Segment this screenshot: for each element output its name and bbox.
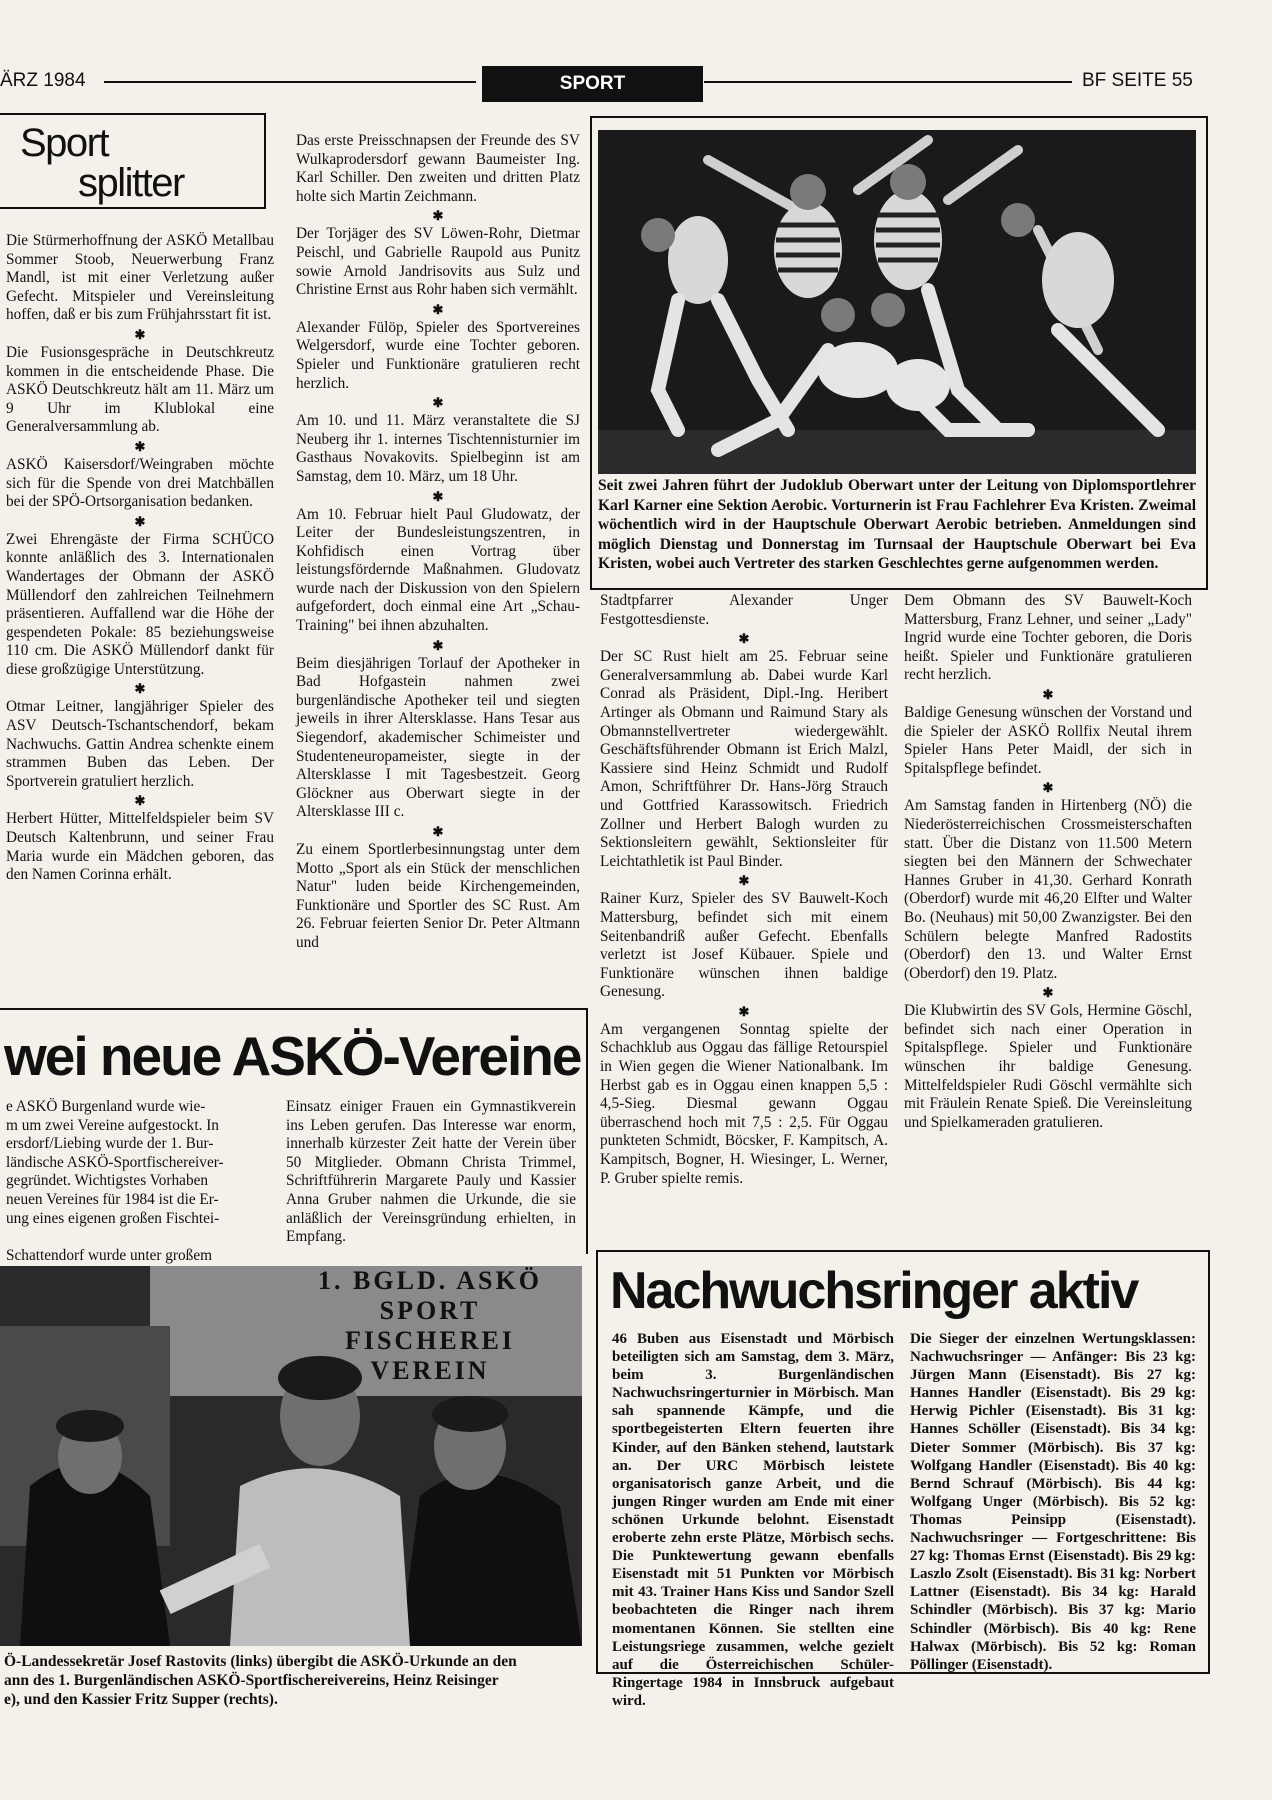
news-item: Der SC Rust hielt am 25. Februar seine Generalversammlung ab. Dabei wurde Karl Conrad als Präsident, Dipl.-Ing. Heribert Artinger als Obmann und Raimund Stary als Obmannstellvertreter wiedergewählt. Geschäftsführender Obmann ist Erich Malzl, Kassiere sind Heinz Schmidt und Rudolf Amon, Schriftführer Dr. Hans-Jörg Strauch und Gottfried Karassowitsch. Friedrich Zollner und Herbert Balogh wurden zu Sektionsleitern gewählt, Sektionsleiter für Leichtathletik ist Paul Binder. (600, 648, 888, 870)
news-item: Zu einem Sportlerbesinnungstag unter dem Motto „Sport als ein Stück der menschlichen Natur" luden beide Kirchengemeinden, Funktionäre und Sportler des SC Rust. Am 26. Februar feierten Senior Dr. Peter Altmann und (296, 841, 580, 951)
separator-star: ✱ (738, 873, 750, 889)
separator-star: ✱ (1042, 686, 1054, 702)
section-label: SPORT (482, 66, 703, 102)
sportsplitter-item: ASKÖ Kaisersdorf/Weingraben möchte sich für die Spende von drei Matchbällen bei der SPÖ-Ortsorganisation bedanken. (6, 455, 274, 511)
separator-star: ✱ (134, 513, 146, 529)
sportsplitter-title-box (0, 113, 266, 209)
column-4 (904, 592, 1192, 1132)
separator-star: ✱ (432, 824, 444, 839)
issue-date: ÄRZ 1984 (0, 70, 86, 91)
ringer-left-text: 46 Buben aus Eisenstadt und Mörbisch beteiligten sich am Samstag, dem 3. März, beim 3. Burgenländischen Nachwuchsringerturnier in Mörbisch. Man sah spannende Kämpfe, und die sportbegeisterten Eltern feuerten ihre Kinder, auf den Bänken stehend, lautstark an. Der URC Mörbisch leistete organisatorisch ganze Arbeit, und die jungen Ringer wurden am Ende mit einer schönen Urkunde belohnt. Eisenstadt eroberte zehn erste Plätze, Mörbisch sechs. Die Punktewertung gewann ebenfalls Eisenstadt mit 51 Punkten vor Mörbisch mit 43. Trainer Hans Kiss und Sandor Szell beobachteten die Ringer nach ihrem momentanen Können. Sie stellten eine Leistungsriege zusammen, welche gezielt auf die Österreichischen Schüler-Ringertage 1984 in Innsbruck aufgebaut wird. (612, 1331, 894, 1709)
separator-star: ✱ (1042, 985, 1054, 1001)
news-item: Beim diesjährigen Torlauf der Apotheker in Bad Hofgastein nahmen zwei burgenländische Apotheker teil und siegten jeweils in ihrer Altersklasse. Hans Tesar aus Siegendorf, akademischer Schimeister und Studenteneuropameister, siegte in der Altersklasse I mit Tagesbestzeit. Georg Glöckner aus Oberwart siegte in der Altersklasse III c. (296, 654, 580, 821)
news-item: Der Torjäger des SV Löwen-Rohr, Dietmar Peischl, und Gabrielle Raupold aus Punitz sowie Arnold Jandrisovits aus Sulz und Christine Ernst aus Rohr haben sich vermählt. (296, 225, 580, 299)
separator-star: ✱ (432, 208, 444, 224)
sportsplitter-item: Zwei Ehrengäste der Firma SCHÜCO konnte anläßlich des 3. Internationalen Wandertages der Obmann der ASKÖ Müllendorf den zahlreichen Teilnehmern präsentieren. Auffallend war die Höhe der gespendeten Pokale: 85 beziehungsweise 110 cm. Die ASKÖ Müllendorf dankt für diese großzügige Unterstützung. (6, 530, 274, 678)
news-item: Am Samstag fanden in Hirtenberg (NÖ) die Niederösterreichischen Crossmeisterschaften statt. Über die Distanz von 11.500 Metern siegten bei den Männern der Schwechater Hannes Gruber in 41,30. Gerhard Konrath (Oberdorf) wurde mit 46,20 Elfter und Walter Bo. (Neuhaus) mit 50,00 Zwanzigster. Bei den Schülern belegte Manfred Radostits (Oberdorf) den 13. und Walter Ernst (Oberdorf) den 19. Platz. (904, 797, 1192, 982)
separator-star: ✱ (738, 1003, 750, 1019)
header-rule-right (704, 81, 1072, 83)
sportsplitter-title-line2: splitter (78, 161, 184, 205)
separator-star: ✱ (134, 326, 146, 342)
askoe-photo-caption: Ö-Landessekretär Josef Rastovits (links) übergibt die ASKÖ-Urkunde an den ann des 1. Burgenländischen ASKÖ-Sportfischereivereins, Heinz Reisinger e), und den Kassier Fritz Supper (rechts). (4, 1653, 517, 1708)
news-item: Am 10. und 11. März veranstaltete die SJ Neuberg ihr 1. internes Tischtennisturnier im Gasthaus Novakovits. Spielbeginn ist am Samstag, dem 10. März, um 18 Uhr. (296, 412, 580, 485)
sportsplitter-item: Die Fusionsgespräche in Deutschkreutz kommen in die entscheidende Phase. Die ASKÖ Deutschkreutz hält am 11. März um 9 Uhr im Klublokal eine Generalversammlung ab. (6, 343, 274, 436)
vereine-headline: wei neue ASKÖ-Vereine (4, 1025, 581, 1087)
separator-star: ✱ (134, 681, 146, 697)
news-item: Stadtpfarrer Alexander Unger Festgottesdienste. (600, 592, 888, 628)
news-item: Das erste Preisschnapsen der Freunde des SV Wulkaprodersdorf gewann Baumeister Ing. Karl Schiller. Den zweiten und dritten Platz holte sich Martin Zeichmann. (296, 132, 580, 205)
aerobic-photo (598, 130, 1196, 474)
header-rule-left (104, 81, 476, 83)
column-2 (296, 132, 580, 953)
ringer-results: Die Sieger der einzelnen Wertungsklassen: Nachwuchsringer — Anfänger: Bis 23 kg: Jürgen Mann (Eisenstadt). Bis 27 kg: Hannes Handler (Eisenstadt). Bis 29 kg: Herwig Pichler (Eisenstadt). Bis 31 kg: Hannes Schöller (Eisenstadt). Bis 34 kg: Dieter Sommer (Mörbisch). Bis 37 kg: Wolfgang Handler (Eisenstadt). Bis 40 kg: Bernd Schrauf (Mörbisch). Bis 44 kg: Wolfgang Unger (Mörbisch). Bis 52 kg: Thomas Peinsipp (Eisenstadt). Nachwuchsringer — Fortgeschrittene: Bis 27 kg: Thomas Ernst (Eisenstadt). Bis 29 kg: Laszlo Zsolt (Eisenstadt). Bis 31 kg: Norbert Lattner (Eisenstadt). Bis 34 kg: Harald Schindler (Mörbisch). Bis 37 kg: Mario Schindler (Mörbisch). Bis 40 kg: Rene Halwax (Mörbisch). Bis 52 kg: Roman Pöllinger (Eisenstadt). (910, 1331, 1196, 1673)
sportsplitter-item: Die Stürmerhoffnung der ASKÖ Metallbau Sommer Stoob, Neuerwerbung Franz Mandl, ist mit einer Verletzung außer Gefecht. Mitspieler und Vereinsleitung hoffen, daß er bis zum Frühjahrsstart fit ist. (6, 232, 274, 324)
separator-star: ✱ (1042, 780, 1054, 796)
news-item: Baldige Genesung wünschen der Vorstand und die Spieler der ASKÖ Rollfix Neutal ihrem Spieler Hans Peter Maidl, der sich in Spitalspflege befindet. (904, 703, 1192, 777)
news-item: Dem Obmann des SV Bauwelt-Koch Mattersburg, Franz Lehner, und seiner „Lady" Ingrid wurde eine Tochter geboren, die Doris heißt. Spieler und Funktionäre gratulieren recht herzlich. (904, 592, 1192, 684)
photo-sign-text: 1. BGLD. ASKÖ SPORT FISCHEREI VEREIN (318, 1266, 542, 1385)
separator-star: ✱ (432, 637, 444, 653)
askoe-photo (0, 1266, 582, 1646)
news-item: Am vergangenen Sonntag spielte der Schachklub aus Oggau das fällige Retourspiel in Wien gegen die Wiener Nationalbank. Im Herbst gab es in Oggau einen knappen 5,5 : 4,5-Sieg. Diesmal gewann Oggau überraschend hoch mit 7,5 : 2,5. Für Oggau punkteten Schmidt, Böcsker, F. Kampitsch, A. Kampitsch, Bogner, H. Wiesinger, L. Werner, P. Gruber spielte remis. (600, 1020, 888, 1187)
page-number: BF SEITE 55 (1082, 70, 1193, 91)
column-3 (600, 592, 888, 1188)
news-item: Rainer Kurz, Spieler des SV Bauwelt-Koch Mattersburg, befindet sich mit einem Seitenbandriß außer Gefecht. Ebenfalls verletzt ist Josef Kübauer. Spiele und Funktionäre wünschen ihnen baldige Genesung. (600, 890, 888, 1001)
separator-star: ✱ (432, 301, 444, 317)
ringer-headline: Nachwuchsringer aktiv (610, 1262, 1138, 1320)
news-item: Am 10. Februar hielt Paul Gludowatz, der Leiter der Bundesleistungszentren, in Kohfidisch einen Vortrag über leistungsfördernde Maßnahmen. Gludovatz wurde nach der Diskussion von den Spielern aufgefordert, doch einmal eine Art „Schau-Training" bei ihnen abzuhalten. (296, 505, 580, 635)
vereine-left-text: e ASKÖ Burgenland wurde wie- m um zwei Vereine aufgestockt. In ersdorf/Liebing wurde der 1. Bur- ländische ASKÖ-Sportfischereiver- gegründet. Wichtigstes Vorhaben neuen Vereines für 1984 ist die Er- ung eines eigenen großen Fischtei- Schattendorf wurde unter großem (6, 1098, 224, 1264)
separator-star: ✱ (432, 488, 444, 504)
separator-star: ✱ (134, 438, 146, 454)
sportsplitter-item: Otmar Leitner, langjähriger Spieler des ASV Deutsch-Tschantschendorf, bekam Nachwuchs. Gattin Andrea schenkte einem strammen Buben das Leben. Der Sportverein gratuliert herzlich. (6, 698, 274, 790)
sportsplitter-column (6, 232, 274, 885)
aerobic-photo-image (598, 130, 1196, 474)
vereine-right-text: Einsatz einiger Frauen ein Gymnastikverein ins Leben gerufen. Das Interesse war enorm, innerhalb kürzester Zeit hatte der Verein über 50 Mitglieder. Obmann Christa Trimmel, Schriftführerin Margarete Pauly und Kassier Anna Gruber nahmen die Urkunde, die sie anläßlich der Vereinsgründung erhielten, in Empfang. (286, 1098, 576, 1246)
news-item: Die Klubwirtin des SV Gols, Hermine Göschl, befindet sich nach einer Operation in Spitalspflege. Spieler und Funktionäre wünschen ihr baldige Genesung. Mittelfeldspieler Rudi Göschl vermählte sich mit Fräulein Renate Spieß. Die Vereinsleitung und Spielkameraden gratulieren. (904, 1002, 1192, 1131)
separator-star: ✱ (432, 395, 444, 411)
separator-star: ✱ (738, 631, 750, 647)
news-item: Alexander Fülöp, Spieler des Sportvereines Welgersdorf, wurde eine Tochter geboren. Spieler und Funktionäre gratulieren recht herzlich. (296, 318, 580, 392)
aerobic-caption: Seit zwei Jahren führt der Judoklub Oberwart unter der Leitung von Diplomsportlehrer Karl Karner eine Sektion Aerobic. Vorturnerin ist Frau Fachlehrer Eva Kristen. Zweimal wöchentlich wird in der Hauptschule Oberwart Aerobic betrieben. Anmeldungen sind möglich Dienstag und Donnerstag im Turnsaal der Hauptschule Oberwart bei Eva Kristen, wobei auch Vertreter des starken Geschlechtes gerne aufgenommen werden. (598, 477, 1196, 572)
separator-star: ✱ (134, 793, 146, 809)
sportsplitter-title-line1: Sport (20, 121, 109, 165)
sportsplitter-item: Herbert Hütter, Mittelfeldspieler beim SV Deutsch Kaltenbrunn, und seiner Frau Maria wurde ein Mädchen geboren, das den Namen Corinna erhält. (6, 810, 274, 884)
